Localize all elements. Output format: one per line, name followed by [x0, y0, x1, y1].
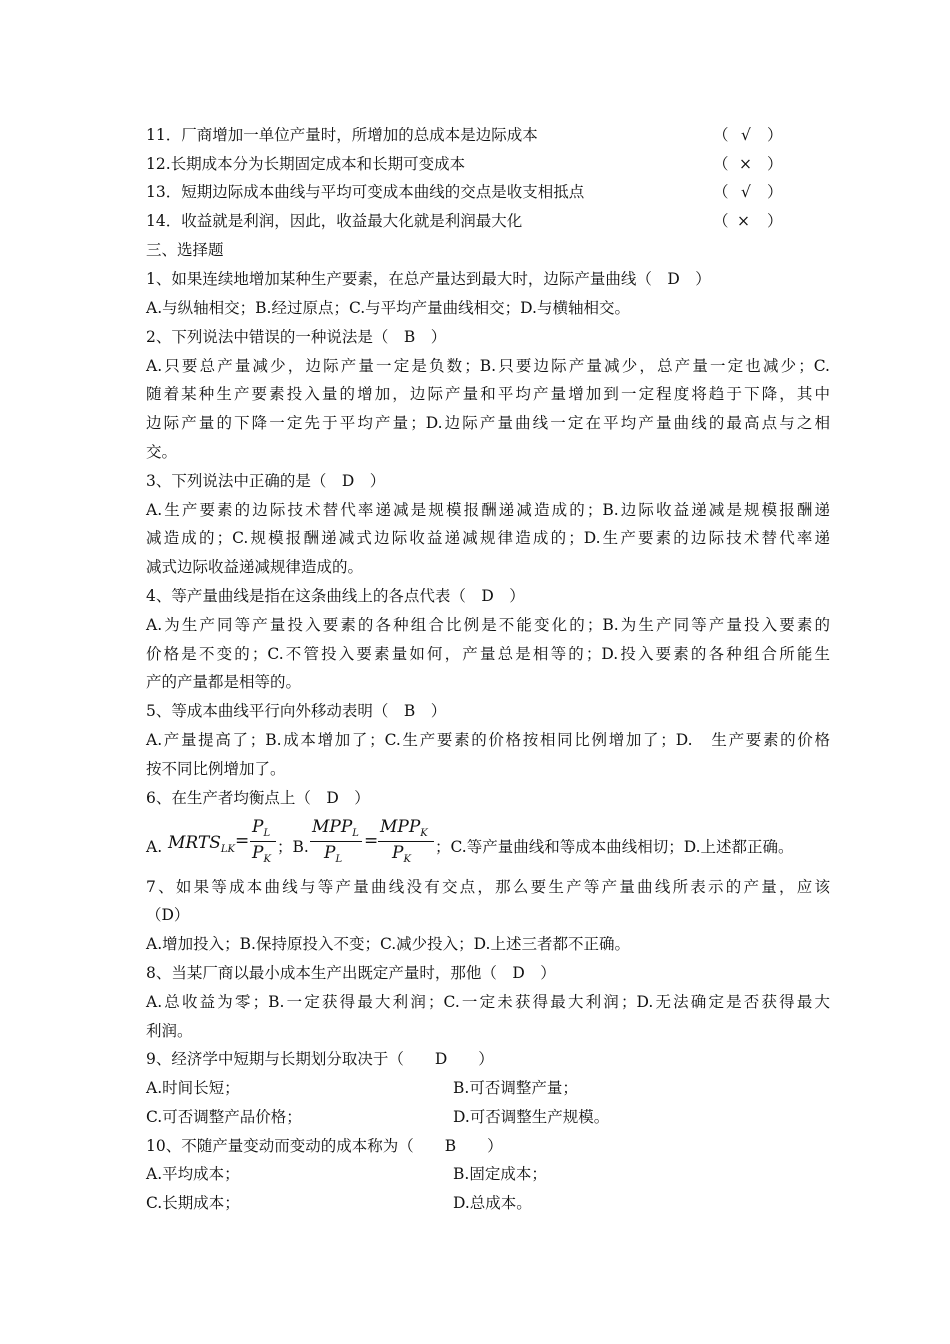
option: B.固定成本；	[453, 1165, 547, 1183]
check-mark: √	[741, 183, 751, 201]
question-stem: 10、不随产量变动而变动的成本称为（ B ）	[146, 1137, 503, 1155]
question-options: A.只要总产量减少，边际产量一定是负数；B.只要边际产量减少，总产量一定也减少；C.	[146, 357, 830, 375]
question-options: 按不同比例增加了。	[146, 760, 286, 778]
question-stem: 7、如果等成本曲线与等产量曲线没有交点，那么要生产等产量曲线所表示的产量，应该	[146, 878, 830, 896]
question-stem: 9、经济学中短期与长期划分取决于（ D ）	[146, 1050, 494, 1068]
question-options: 减式边际收益递减规律造成的。	[146, 558, 364, 576]
question-options: 减造成的；C.规模报酬递减式边际收益递减规律造成的；D.生产要素的边际技术替代率递	[146, 529, 830, 547]
question-options: 价格是不变的；C.不管投入要素量如何，产量总是相等的；D.投入要素的各种组合所能生	[146, 645, 830, 663]
question-options: 随着某种生产要素投入量的增加，边际产量和平均产量增加到一定程度将趋于下降，其中	[146, 385, 830, 403]
question-stem: 5、等成本曲线平行向外移动表明（ B ）	[146, 702, 447, 720]
question-options: 边际产量的下降一定先于平均产量；D.边际产量曲线一定在平均产量曲线的最高点与之相	[146, 414, 830, 432]
fraction-pl-pk: $P_L$ $P_K$	[250, 815, 276, 867]
option: A.平均成本；	[146, 1165, 240, 1183]
option-row	[146, 1078, 830, 1098]
question-options: A.生产要素的边际技术替代率递减是规模报酬递减造成的；B.边际收益递减是规模报酬递	[146, 501, 830, 519]
tf-statement: 11．厂商增加一单位产量时，所增加的总成本是边际成本	[146, 126, 538, 144]
option-row	[146, 1164, 830, 1184]
tf-statement: 14．收益就是利润，因此，收益最大化就是利润最大化	[146, 212, 523, 230]
question-stem: 1、如果连续地增加某种生产要素，在总产量达到最大时，边际产量曲线（ D ）	[146, 270, 711, 288]
option: B.可否调整产量；	[453, 1079, 578, 1097]
mrts-symbol: $MRTS_{LK}$	[168, 833, 236, 855]
question-options: A.增加投入；B.保持原投入不变；C.减少投入；D.上述三者都不正确。	[146, 935, 630, 953]
section-title: 三、选择题	[146, 241, 224, 259]
check-mark: √	[741, 126, 751, 144]
question-stem: 6、在生产者均衡点上（ D ）	[146, 789, 370, 807]
question-stem: （D）	[146, 906, 190, 924]
question-options: A.为生产同等产量投入要素的各种组合比例是不能变化的；B.为生产同等产量投入要素的	[146, 616, 830, 634]
question-options: 交。	[146, 443, 178, 461]
fraction-mppl-pl: $MPP_L$ $P_L$	[310, 815, 362, 867]
fraction-mppk-pk: $MPP_K$ $P_K$	[378, 815, 434, 867]
question-stem: 3、下列说法中正确的是（ D ）	[146, 472, 386, 490]
tf-statement: 12.长期成本分为长期固定成本和长期可变成本	[146, 155, 466, 173]
cross-mark: ×	[737, 212, 750, 230]
question-stem: 2、下列说法中错误的一种说法是（ B ）	[146, 328, 447, 346]
question-options: A.总收益为零；B.一定获得最大利润；C.一定未获得最大利润；D.无法确定是否获得最大	[146, 993, 830, 1011]
option-row	[146, 1107, 830, 1127]
option: C.长期成本；	[146, 1194, 240, 1212]
question-stem: 8、当某厂商以最小成本生产出既定产量时，那他（ D ）	[146, 964, 556, 982]
cross-mark: ×	[739, 155, 752, 173]
formula-options: A. $MRTS_{LK}$ = $P_L$ $P_K$ ；B. $MPP_L$ $P_L$ = $MPP_K$ $P_K$ ；C.等产量曲线和等成本曲线相切；D.上述都正确。	[146, 817, 794, 865]
question-options: A.与纵轴相交；B.经过原点；C.与平均产量曲线相交；D.与横轴相交。	[146, 299, 630, 317]
option: D.总成本。	[453, 1194, 532, 1212]
question-options: 利润。	[146, 1022, 193, 1040]
option: A.时间长短；	[146, 1079, 240, 1097]
option-row	[146, 1193, 830, 1213]
question-options: A.产量提高了；B.成本增加了；C.生产要素的价格按相同比例增加了；D. 生产要素的价格	[146, 731, 830, 749]
option: D.可否调整生产规模。	[453, 1108, 610, 1126]
document-page: 11．厂商增加一单位产量时，所增加的总成本是边际成本 （ √ ） 12.长期成本分为长期固定成本和长期可变成本 （ × ） 13．短期边际成本曲线与平均可变成本曲线的交点是收支相抵点 （ √ ） 14．收益就是利润，因此，收益最大化就是利润最大化 （ × ） 三、选择题 1、如果连续地增加某种生产要素，在总产量达到最大时，边际产量曲线（ D ） A.与纵轴相交；B.经过原点；C.与平均产量曲线相交；D.与横轴相交。 2、下列说法中错误的一种说法是（ B ） A.只要总产量减少，边际产量一定是负数；B.只要边际产量减少，总产量一定也减少；C. 随着某种生产要素投入量的增加，边际产量和平均产量增加到一定程度将趋于下降，其中 边际产量的下降一定先于平均产量；D.边际产量曲线一定在平均产量曲线的最高点与之相 交。 3、下列说法中正确的是（ D ） A.生产要素的边际技术替代率递减是规模报酬递减造成的；B.边际收益递减是规模报酬递 减造成的；C.规模报酬递减式边际收益递减规律造成的；D.生产要素的边际技术替代率递 减式边际收益递减规律造成的。 4、等产量曲线是指在这条曲线上的各点代表（ D ） A.为生产同等产量投入要素的各种组合比例是不能变化的；B.为生产同等产量投入要素的 价格是不变的；C.不管投入要素量如何，产量总是相等的；D.投入要素的各种组合所能生 产的产量都是相等的。 5、等成本曲线平行向外移动表明（ B ） A.产量提高了；B.成本增加了；C.生产要素的价格按相同比例增加了；D. 生产要素的价格 按不同比例增加了。 6、在生产者均衡点上（ D ） A. $MRTS_{LK}$ = $P_L$ $P_K$ ；B. $MPP_L$ $P_L$ = $MPP_K$ $P_K$ ；C.等产量曲线和等成本曲线相切；D.上述都正确。 7、如果等成本曲线与等产量曲线没有交点，那么要生产等产量曲线所表示的产量，应该 （D） A.增加投入；B.保持原投入不变；C.减少投入；D.上述三者都不正确。 8、当某厂商以最小成本生产出既定产量时，那他（ D ） A.总收益为零；B.一定获得最大利润；C.一定未获得最大利润；D.无法确定是否获得最大 利润。 9、经济学中短期与长期划分取决于（ D ） A.时间长短； B.可否调整产量； C.可否调整产品价格； D.可否调整生产规模。 10、不随产量变动而变动的成本称为（ B ） A.平均成本； B.固定成本； C.长期成本； D.总成本。	[146, 126, 830, 1212]
tf-statement: 13．短期边际成本曲线与平均可变成本曲线的交点是收支相抵点	[146, 183, 585, 201]
question-stem: 4、等产量曲线是指在这条曲线上的各点代表（ D ）	[146, 587, 525, 605]
question-options: 产的产量都是相等的。	[146, 673, 302, 691]
option: C.可否调整产品价格；	[146, 1108, 302, 1126]
